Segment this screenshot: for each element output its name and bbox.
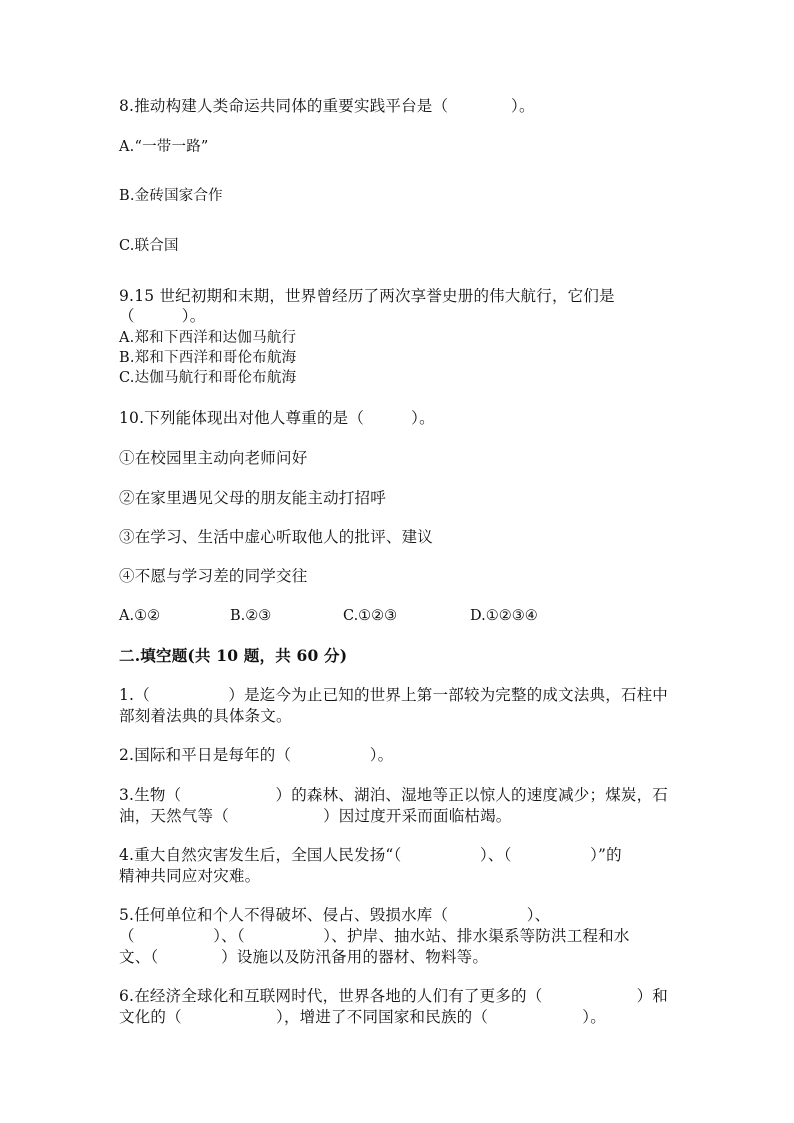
question-10-item-3: ③在学习、生活中虚心听取他人的批评、建议 <box>119 528 434 546</box>
question-8-option-a: A.“一带一路” <box>119 139 209 155</box>
question-9-option-a: A.郑和下西洋和达伽马航行 <box>119 330 297 346</box>
question-10-item-4: ④不愿与学习差的同学交往 <box>119 567 308 585</box>
section-heading: 二.填空题(共 10 题，共 60 分) <box>119 646 348 665</box>
fill-question-3-line1: 3.生物（ ）的森林、湖泊、湿地等正以惊人的速度减少；煤炭，石 <box>119 786 668 804</box>
question-9-stem-line2: （ ）。 <box>119 307 206 325</box>
fill-question-4-line1: 4.重大自然灾害发生后，全国人民发扬“（ ）、（ ）”的 <box>119 846 622 864</box>
question-9-option-b: B.郑和下西洋和哥伦布航海 <box>119 350 297 366</box>
question-10-option-c: C.①②③ <box>343 608 398 624</box>
question-10-item-2: ②在家里遇见父母的朋友能主动打招呼 <box>119 489 386 507</box>
fill-question-1-line1: 1.（ ）是迄今为止已知的世界上第一部较为完整的成文法典，石柱中 <box>119 686 668 704</box>
question-10-option-a: A.①② <box>119 608 161 624</box>
fill-question-5-line2: （ ）、（ ）、护岸、抽水站、排水渠系等防洪工程和水 <box>119 927 630 945</box>
question-10-item-1: ①在校园里主动向老师问好 <box>119 449 308 467</box>
question-10-option-b: B.②③ <box>230 608 272 624</box>
fill-question-6-line2: 文化的（ ），增进了不同国家和民族的（ ）。 <box>119 1008 606 1026</box>
fill-question-3-line2: 油，天然气等（ ）因过度开采而面临枯竭。 <box>119 807 512 825</box>
fill-question-1-line2: 部刻着法典的具体条文。 <box>119 707 292 725</box>
question-8-option-b: B.金砖国家合作 <box>119 188 223 204</box>
fill-question-6-line1: 6.在经济全球化和互联网时代，世界各地的人们有了更多的（ ）和 <box>119 987 668 1005</box>
question-8-stem: 8.推动构建人类命运共同体的重要实践平台是（ ）。 <box>119 97 535 115</box>
question-9-stem-line1: 9.15 世纪初期和末期，世界曾经历了两次享誉史册的伟大航行，它们是 <box>119 287 615 305</box>
fill-question-4-line2: 精神共同应对灾难。 <box>119 867 261 885</box>
fill-question-5-line3: 文、（ ）设施以及防汛备用的器材、物料等。 <box>119 948 489 966</box>
question-8-option-c: C.联合国 <box>119 238 179 254</box>
question-10-option-d: D.①②③④ <box>470 608 538 624</box>
question-10-stem: 10.下列能体现出对他人尊重的是（ ）。 <box>119 409 435 427</box>
question-9-option-c: C.达伽马航行和哥伦布航海 <box>119 370 297 386</box>
fill-question-2: 2.国际和平日是每年的（ ）。 <box>119 746 394 764</box>
fill-question-5-line1: 5.任何单位和个人不得破坏、侵占、毁损水库（ ）、 <box>119 906 551 924</box>
